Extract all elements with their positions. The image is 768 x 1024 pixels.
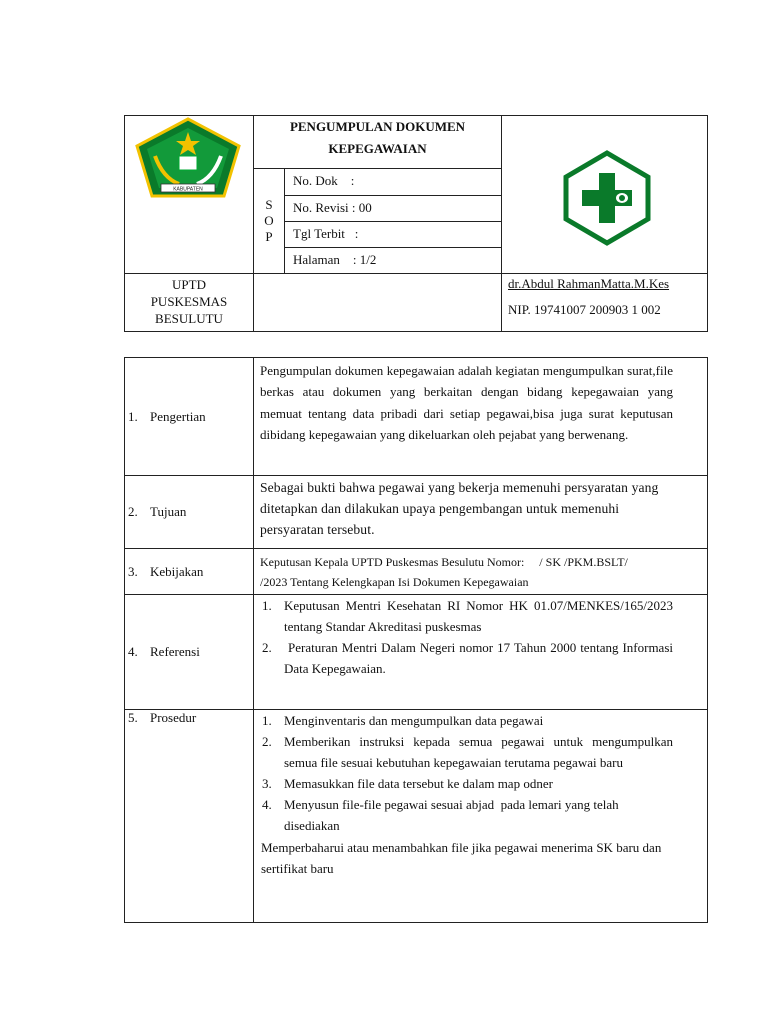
- referensi-list: [254, 595, 708, 710]
- meta-value: :: [354, 226, 359, 241]
- kebijakan-line-1: Keputusan Kepala UPTD Puskesmas Besulutu Nomor: / SK /PKM.BSLT/: [260, 555, 628, 569]
- meta-label: No. Dok: [293, 173, 338, 188]
- signer-name: dr.Abdul RahmanMatta.M.Kes: [508, 276, 670, 291]
- meta-value: : 1/2: [352, 252, 377, 267]
- meta-label: No. Revisi: [293, 200, 349, 215]
- regency-logo-cell: [125, 116, 254, 274]
- section-number: 2.: [128, 504, 138, 519]
- pengertian-text: Pengumpulan dokumen kepegawaian adalah kegiatan mengumpulkan surat,file berkas atau dokumen yang berkaitan dengan bidang kepegawaian yang memuat tentang data pribadi dari setiap pegawai,bisa juga surat keputusan dibidang kepegawaian yang dikeluarkan oleh pejabat yang berwenang.: [254, 358, 708, 476]
- row-tujuan: [125, 476, 708, 549]
- section-label: Pengertian: [150, 408, 206, 424]
- row-referensi: [125, 595, 708, 710]
- section-label: Tujuan: [150, 504, 187, 519]
- list-text: Menyusun file-file pegawai sesuai abjad pada lemari yang telah disediakan: [284, 797, 622, 833]
- list-number: 1.: [262, 598, 272, 613]
- section-label-pengertian: [125, 358, 254, 476]
- section-label-kebijakan: [125, 549, 254, 595]
- sop-letter-p: P: [265, 229, 273, 244]
- list-item: [258, 710, 673, 731]
- puskesmas-logo-cell: [502, 116, 708, 274]
- list-text: Memberikan instruksi kepada semua pegawai untuk mengumpulkan semua file sesuai kebutuhan kepegawaian terutama pegawai baru: [284, 734, 673, 770]
- meta-value: :: [350, 173, 355, 188]
- row-prosedur: [125, 710, 708, 923]
- section-number: 3.: [128, 563, 138, 579]
- prosedur-note: Memperbaharui atau menambahkan file jika pegawai menerima SK baru dan sertifikat baru: [261, 840, 662, 876]
- meta-label: Tgl Terbit: [293, 226, 345, 241]
- list-number: 4.: [262, 797, 272, 812]
- list-item: [258, 637, 677, 679]
- meta-tgl-terbit: [285, 222, 502, 248]
- sop-letter-s: S: [265, 197, 273, 212]
- signature-block: [502, 274, 708, 332]
- list-item: [258, 731, 673, 773]
- meta-value: : 00: [351, 200, 372, 215]
- list-text: Peraturan Mentri Dalam Negeri nomor 17 Tahun 2000 tentang Informasi Data Kepegawaian.: [284, 640, 677, 676]
- puskesmas-logo-icon: [503, 135, 707, 255]
- list-text: Menginventaris dan mengumpulkan data pegawai: [284, 713, 544, 728]
- section-label: Kebijakan: [150, 563, 204, 579]
- list-text: Keputusan Mentri Kesehatan RI Nomor HK 01.07/MENKES/165/2023 tentang Standar Akreditasi puskesmas: [284, 598, 673, 634]
- section-number: 5.: [128, 710, 138, 725]
- section-label-referensi: [125, 595, 254, 710]
- list-number: 1.: [262, 713, 272, 728]
- org-line-3: BESULUTU: [155, 311, 223, 326]
- org-line-2: PUSKESMAS: [150, 294, 228, 309]
- document-title: [254, 116, 502, 169]
- section-label: Referensi: [150, 644, 200, 659]
- section-number: 4.: [128, 644, 138, 659]
- organization-name: [125, 274, 254, 332]
- meta-label: Halaman: [293, 252, 340, 267]
- kebijakan-text: [254, 549, 708, 595]
- section-label-prosedur: [125, 710, 254, 923]
- list-number: 2.: [262, 640, 272, 655]
- tujuan-text: Sebagai bukti bahwa pegawai yang bekerja memenuhi persyaratan yang ditetapkan dan dilakukan upaya pengembangan untuk memenuhi persyaratan tersebut.: [254, 476, 708, 549]
- list-item: [258, 595, 673, 637]
- kebijakan-line-2: /2023 Tentang Kelengkapan Isi Dokumen Kepegawaian: [260, 575, 529, 589]
- signer-nip: NIP. 19741007 200903 1 002: [508, 302, 661, 317]
- title-line-2: KEPEGAWAIAN: [328, 141, 427, 156]
- emblem-banner-text: KABUPATEN: [173, 186, 203, 193]
- sop-letter-o: O: [264, 213, 274, 228]
- list-number: 2.: [262, 734, 272, 749]
- list-number: 3.: [262, 776, 272, 791]
- blank-cell: [254, 274, 502, 332]
- org-line-1: UPTD: [172, 277, 206, 292]
- section-label: Prosedur: [150, 710, 197, 725]
- meta-no-revisi: [285, 196, 502, 222]
- list-item: [258, 794, 673, 836]
- sop-label: [254, 169, 285, 274]
- section-number: 1.: [128, 408, 138, 424]
- meta-halaman: [285, 248, 502, 274]
- section-label-tujuan: [125, 476, 254, 549]
- regency-emblem-icon: [125, 116, 252, 206]
- row-kebijakan: [125, 549, 708, 595]
- sop-content-table: [124, 357, 708, 923]
- list-item: [258, 773, 673, 794]
- sop-header-table: [124, 115, 708, 332]
- prosedur-list: [254, 710, 708, 923]
- meta-no-dok: [285, 169, 502, 196]
- list-text: Memasukkan file data tersebut ke dalam map odner: [284, 776, 553, 791]
- row-pengertian: [125, 358, 708, 476]
- title-line-1: PENGUMPULAN DOKUMEN: [289, 119, 466, 134]
